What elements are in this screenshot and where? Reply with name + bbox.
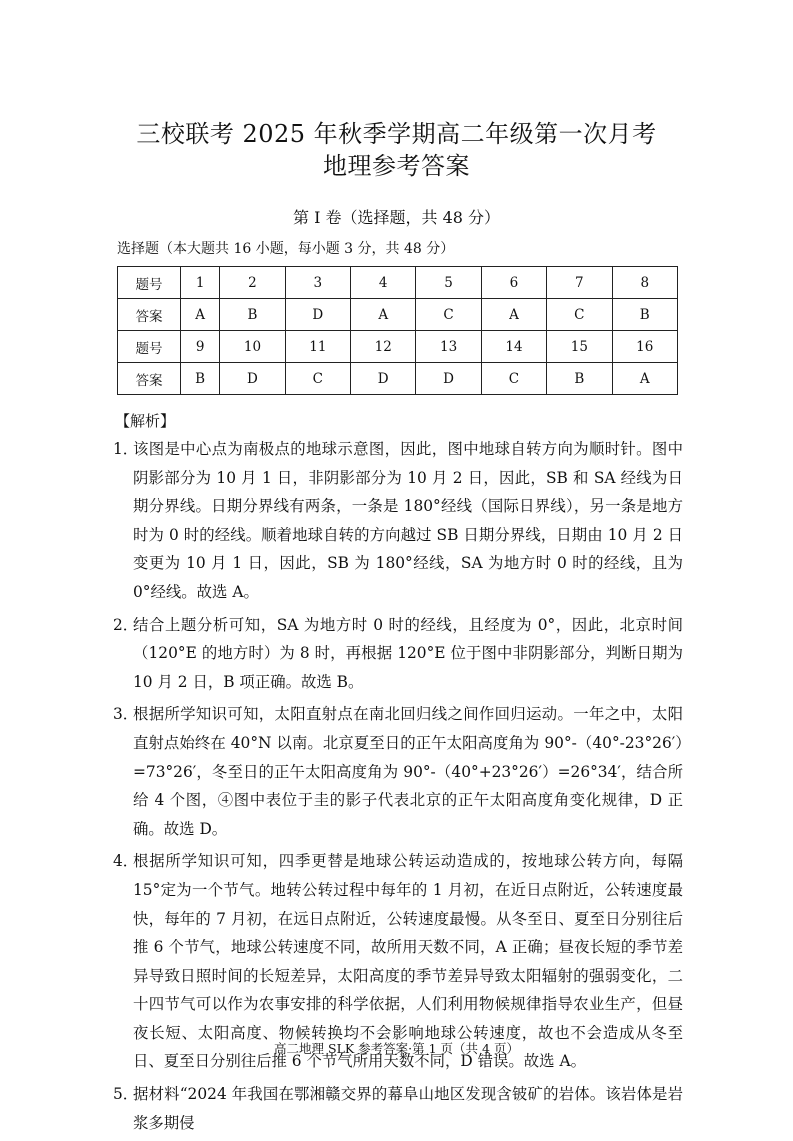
analysis-list <box>113 435 683 1141</box>
analysis-item <box>113 611 683 697</box>
item-number: 5． <box>113 1085 139 1104</box>
item-number: 3． <box>113 705 139 724</box>
item-text: 结合上题分析可知，SA 为地方时 0 时的经线，且经度为 0°，因此，北京时间（120°E 的地方时）为 8 时，再根据 120°E 位于图中非阴影部分，判断日期为 10 月 2 日，B 项正确。故选 B。 <box>133 615 683 691</box>
table-cell: 4 <box>351 267 416 299</box>
table-row <box>118 267 678 299</box>
table-cell: 6 <box>481 267 546 299</box>
table-cell: 3 <box>285 267 350 299</box>
table-cell: 15 <box>547 331 612 363</box>
table-cell: D <box>416 363 481 395</box>
table-cell: 10 <box>220 331 285 363</box>
exam-subtitle: 地理参考答案 <box>323 152 470 180</box>
table-cell: B <box>181 363 220 395</box>
item-number: 2． <box>113 615 139 634</box>
table-cell: A <box>612 363 677 395</box>
table-cell: 13 <box>416 331 481 363</box>
section-heading: 第 I 卷（选择题，共 48 分） <box>292 208 501 227</box>
table-cell: 2 <box>220 267 285 299</box>
table-row <box>118 299 678 331</box>
row-label: 答案 <box>118 299 181 331</box>
answer-table <box>117 266 678 395</box>
row-label: 题号 <box>118 331 181 363</box>
item-text: 据材料“2024 年我国在鄂湘赣交界的幕阜山地区发现含铍矿的岩体。该岩体是岩浆多期侵 <box>133 1085 683 1132</box>
table-cell: C <box>481 363 546 395</box>
exam-title: 三校联考 2025 年秋季学期高二年级第一次月考 <box>136 120 657 148</box>
table-cell: 9 <box>181 331 220 363</box>
table-cell: D <box>351 363 416 395</box>
table-cell: A <box>181 299 220 331</box>
row-label: 题号 <box>118 267 181 299</box>
table-row <box>118 331 678 363</box>
item-number: 1． <box>113 440 139 458</box>
table-cell: A <box>481 299 546 331</box>
table-cell: A <box>351 299 416 331</box>
item-number: 4． <box>113 852 139 871</box>
table-cell: 14 <box>481 331 546 363</box>
table-cell: 8 <box>612 267 677 299</box>
table-cell: B <box>612 299 677 331</box>
analysis-item <box>113 700 683 843</box>
table-cell: 16 <box>612 331 677 363</box>
page-footer: 高二地理 SLK 参考答案·第 1 页（共 4 页） <box>274 1041 519 1056</box>
table-cell: 11 <box>285 331 350 363</box>
table-row <box>118 363 678 395</box>
table-cell: C <box>416 299 481 331</box>
table-cell: C <box>285 363 350 395</box>
table-cell: B <box>220 299 285 331</box>
table-cell: C <box>547 299 612 331</box>
table-cell: D <box>220 363 285 395</box>
analysis-heading: 【解析】 <box>115 412 176 430</box>
table-cell: B <box>547 363 612 395</box>
table-cell: 1 <box>181 267 220 299</box>
table-cell: 7 <box>547 267 612 299</box>
item-text: 该图是中心点为南极点的地球示意图，因此，图中地球自转方向为顺时针。图中阴影部分为 10 月 1 日，非阴影部分为 10 月 2 日，因此，SB 和 SA 经线为日期分界线。日期分界线有两条，一条是 180°经线（国际日界线），另一条是地方时为 0 时的经线。顺着地球自转的方向越过 SB 日期分界线，日期由 10 月 2 日变更为 10 月 1 日，因此，SB 为 180°经线，SA 为地方时 0 时的经线，且为 0°经线。故选 A。 <box>133 440 683 601</box>
table-cell: 5 <box>416 267 481 299</box>
item-text: 根据所学知识可知，太阳直射点在南北回归线之间作回归运动。一年之中，太阳直射点始终在 40°N 以南。北京夏至日的正午太阳高度角为 90°-（40°-23°26′）=73°26′，冬至日的正午太阳高度角为 90°-（40°+23°26′）=26°34′，结合所给 4 个图，④图中表位于圭的影子代表北京的正午太阳高度角变化规律，D 正确。故选 D。 <box>133 705 683 838</box>
analysis-item <box>113 435 683 607</box>
analysis-item <box>113 1080 683 1137</box>
table-cell: D <box>285 299 350 331</box>
item-text: 根据所学知识可知，四季更替是地球公转运动造成的，按地球公转方向，每隔 15°定为一个节气。地转公转过程中每年的 1 月初，在近日点附近，公转速度最快，每年的 7 月初，在远日点附近，公转速度最慢。从冬至日、夏至日分别往后推 6 个节气，地球公转速度不同，故所用天数不同，A 正确；昼夜长短的季节差异导致日照时间的长短差异，太阳高度的季节差异导致太阳辐射的强弱变化，二十四节气可以作为农事安排的科学依据，人们利用物候规律指导农业生产，但昼夜长短、太阳高度、物候转换均不会影响地球公转速度，故也不会造成从冬至日、夏至日分别往后推 6 个节气所用天数不同，D 错误。故选 A。 <box>133 852 683 1071</box>
row-label: 答案 <box>118 363 181 395</box>
section-intro: 选择题（本大题共 16 小题，每小题 3 分，共 48 分） <box>117 241 455 257</box>
table-cell: 12 <box>351 331 416 363</box>
